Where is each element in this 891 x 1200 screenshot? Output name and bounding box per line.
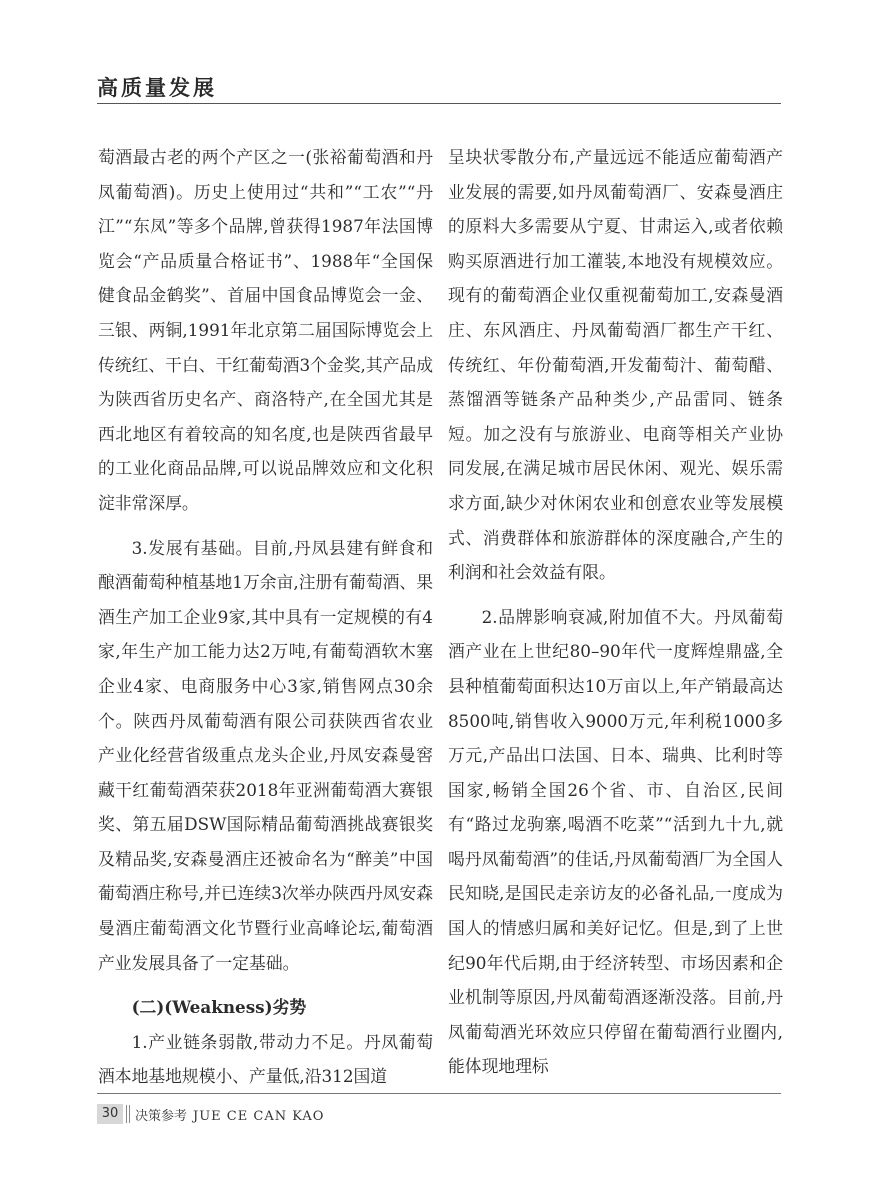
paragraph: 3.发展有基础。目前,丹凤县建有鲜食和酿酒葡萄种植基地1万余亩,注册有葡萄酒、果酒生产加工企业9家,其中具有一定规模的有4家,年生产加工能力达2万吨,有葡萄酒软木塞企业4家、电商服务中心3家,销售网点30余个。陕西丹凤葡萄酒有限公司获陕西省农业产业化经营省级重点龙头企业,丹凤安森曼窖藏干红葡萄酒荣获2018年亚洲葡萄酒大赛银奖、第五届DSW国际精品葡萄酒挑战赛银奖及精品奖,安森曼酒庄还被命名为“醉美”中国葡萄酒庄称号,并已连续3次举办陕西丹凤安森曼酒庄葡萄酒文化节暨行业高峰论坛,葡萄酒产业发展具备了一定基础。	[98, 537, 433, 973]
page-number: 30	[97, 1104, 123, 1124]
paragraph: 2.品牌影响衰减,附加值不大。丹凤葡萄酒产业在上世纪80–90年代一度辉煌鼎盛,全县种植葡萄面积达10万亩以上,年产销最高达8500吨,销售收入9000万元,年利税1000多万元,产品出口法国、日本、瑞典、比利时等国家,畅销全国26个省、市、自治区,民间有“路过龙驹寨,喝酒不吃菜”“活到九十九,就喝丹凤葡萄酒”的佳话,丹凤葡萄酒厂为全国人民知晓,是国民走亲访友的必备礼品,一度成为国人的情感归属和美好记忆。但是,到了上世纪90年代后期,由于经济转型、市场因素和企业机制等原因,丹凤葡萄酒逐渐没落。目前,丹凤葡萄酒光环效应只停留在葡萄酒行业圈内,能体现地理标	[448, 606, 783, 1077]
page-header	[97, 66, 781, 104]
right-column	[448, 140, 783, 1084]
footer-divider	[97, 1093, 781, 1094]
subsection-heading: (二)(Weakness)劣势	[131, 997, 307, 1018]
section-title: 高质量发展	[97, 76, 217, 100]
journal-name-en: JUE CE CAN KAO	[193, 1109, 325, 1124]
left-column	[98, 140, 433, 1094]
paragraph: 呈块状零散分布,产量远远不能适应葡萄酒产业发展的需要,如丹凤葡萄酒厂、安森曼酒庄的原料大多需要从宁夏、甘肃运入,或者依赖购买原酒进行加工灌装,本地没有规模效应。现有的葡萄酒企业仅重视葡萄加工,安森曼酒庄、东风酒庄、丹凤葡萄酒厂都生产干红、传统红、年份葡萄酒,开发葡萄汁、葡萄醋、蒸馏酒等链条产品种类少,产品雷同、链条短。加之没有与旅游业、电商等相关产业协同发展,在满足城市居民休闲、观光、娱乐需求方面,缺少对休闲农业和创意农业等发展模式、消费群体和旅游群体的深度融合,产生的利润和社会效益有限。	[448, 147, 783, 583]
header-divider	[97, 103, 781, 104]
footer-separator	[126, 1105, 130, 1123]
journal-name-cn: 决策参考	[135, 1109, 188, 1124]
paragraph: 1.产业链条弱散,带动力不足。丹凤葡萄酒本地基地规模小、产量低,沿312国道	[98, 1031, 433, 1087]
journal-name	[135, 1105, 324, 1124]
page-footer	[97, 1093, 781, 1133]
paragraph: 萄酒最古老的两个产区之一(张裕葡萄酒和丹凤葡萄酒)。历史上使用过“共和”“工农”“丹江”“东凤”等多个品牌,曾获得1987年法国博览会“产品质量合格证书”、1988年“全国保健食品金鹤奖”、首届中国食品博览会一金、三银、两铜,1991年北京第二届国际博览会上传统红、干白、干红葡萄酒3个金奖,其产品成为陕西省历史名产、商洛特产,在全国尤其是西北地区有着较高的知名度,也是陕西省最早的工业化商品品牌,可以说品牌效应和文化积淀非常深厚。	[98, 147, 433, 513]
